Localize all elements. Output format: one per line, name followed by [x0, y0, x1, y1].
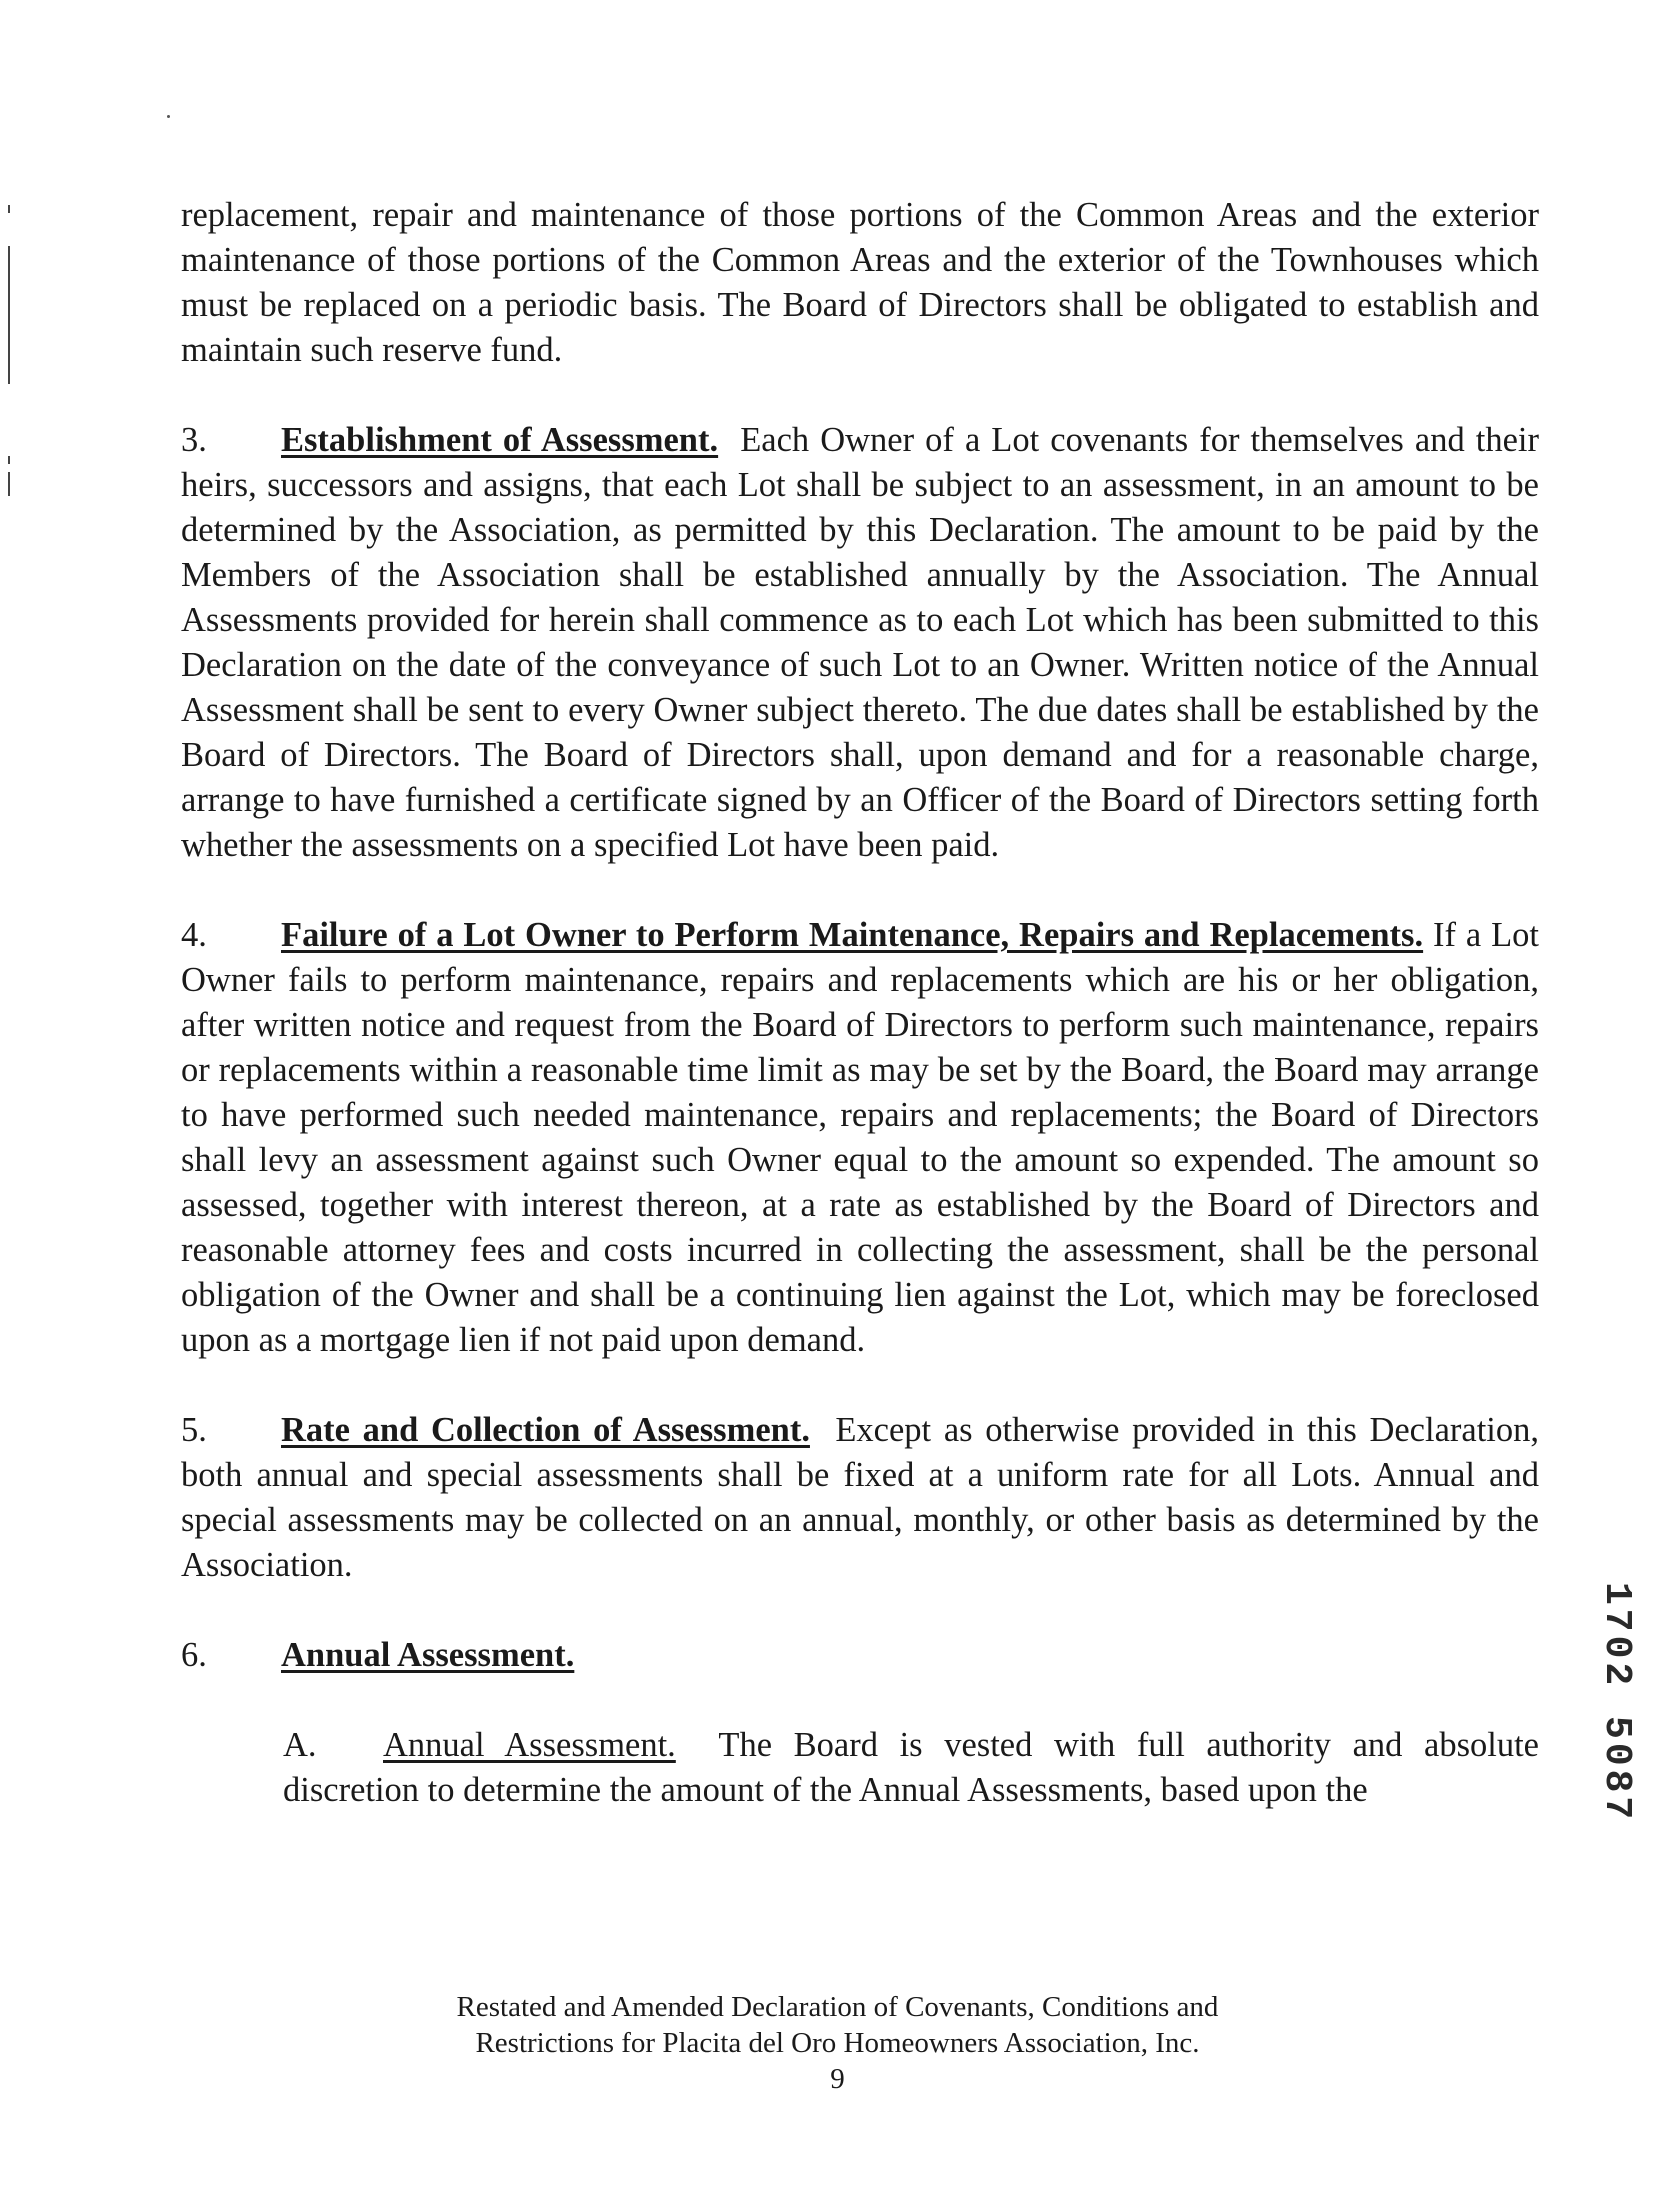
section-4	[181, 913, 1539, 1363]
footer-line-1: Restated and Amended Declaration of Covenants, Conditions and	[456, 1991, 1219, 2023]
section-number: 4.	[181, 916, 207, 954]
section-5	[181, 1408, 1539, 1588]
section-number: 6.	[181, 1636, 207, 1674]
subsection-a	[181, 1723, 1539, 1813]
section-text: If a Lot Owner fails to perform maintenance, repairs and replacements which are his or her obligation, after written notice and request from the Board of Directors to perform such maintenance, repairs or replacements within a reasonable time limit as may be set by the Board, the Board may arrange to have performed such needed maintenance, repairs and replacements; the Board of Directors shall levy an assessment against such Owner equal to the amount so expended. The amount so assessed, together with interest thereon, at a rate as established by the Board of Directors and reasonable attorney fees and costs incurred in collecting the assessment, shall be the personal obligation of the Owner and shall be a continuing lien against the Lot, which may be foreclosed upon as a mortgage lien if not paid upon demand.	[181, 916, 1540, 1359]
subsection-heading: Annual Assessment.	[383, 1726, 676, 1764]
subsection-text: The Board is vested with full authority and absolute discretion to determine the amount of the Annual Assessments, based upon the	[283, 1726, 1539, 1809]
section-text: Except as otherwise provided in this Declaration, both annual and special assessments shall be fixed at a uniform rate for all Lots. Annual and special assessments may be collected on an annual, monthly, or other basis as determined by the Association.	[181, 1411, 1539, 1584]
section-heading: Rate and Collection of Assessment.	[281, 1411, 810, 1449]
scan-speck	[167, 115, 170, 118]
section-number: 5.	[181, 1411, 207, 1449]
subsection-letter: A.	[283, 1726, 317, 1764]
margin-tick	[8, 205, 10, 213]
section-heading: Establishment of Assessment.	[281, 421, 719, 459]
page-number: 9	[830, 2063, 845, 2095]
intro-paragraph: replacement, repair and maintenance of those portions of the Common Areas and the exterior maintenance of those portions of the Common Areas and the exterior of the Townhouses which must be replaced on a periodic basis. The Board of Directors shall be obligated to establish and maintain such reserve fund.	[181, 196, 1539, 369]
page-footer	[0, 1989, 1675, 2097]
section-heading: Failure of a Lot Owner to Perform Maintenance, Repairs and Replacements.	[281, 916, 1424, 954]
section-text: Each Owner of a Lot covenants for themselves and their heirs, successors and assigns, that each Lot shall be subject to an assessment, in an amount to be determined by the Association, as permitted by this Declaration. The amount to be paid by the Members of the Association shall be established annually by the Association. The Annual Assessments provided for herein shall commence as to each Lot which has been submitted to this Declaration on the date of the conveyance of such Lot to an Owner. Written notice of the Annual Assessment shall be sent to every Owner subject thereto. The due dates shall be established by the Board of Directors. The Board of Directors shall, upon demand and for a reasonable charge, arrange to have furnished a certificate signed by an Officer of the Board of Directors setting forth whether the assessments on a specified Lot have been paid.	[181, 421, 1539, 864]
section-3	[181, 418, 1539, 868]
recording-number: 1702 5087	[1595, 1582, 1638, 1824]
section-6	[181, 1633, 1539, 1678]
margin-bar	[8, 472, 10, 496]
footer-line-2: Restrictions for Placita del Oro Homeowners Association, Inc.	[475, 2027, 1200, 2059]
document-body	[181, 193, 1539, 1858]
margin-bar	[8, 246, 10, 384]
margin-tick	[8, 456, 10, 464]
section-heading: Annual Assessment.	[281, 1636, 575, 1674]
section-number: 3.	[181, 421, 207, 459]
recording-stamp	[1595, 1582, 1640, 1824]
